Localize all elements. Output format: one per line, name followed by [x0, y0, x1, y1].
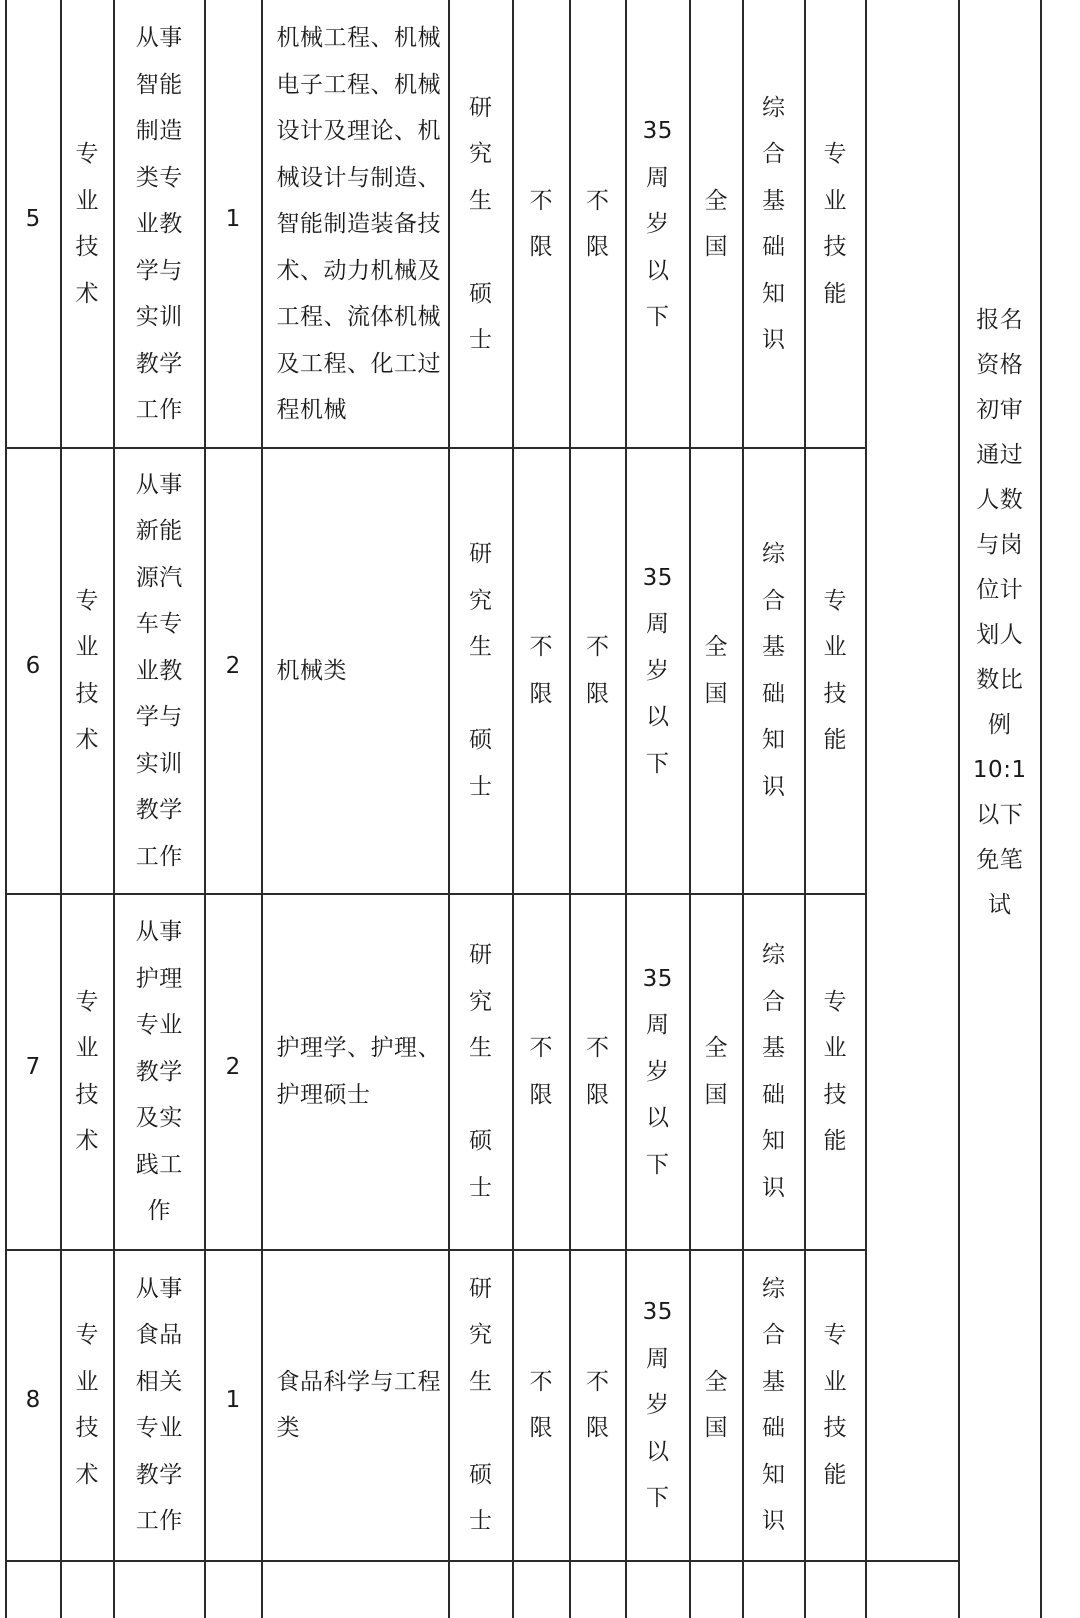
- count-cell-text: 2: [225, 1053, 241, 1080]
- restriction-cell-text: 不 限: [586, 1035, 610, 1108]
- region-cell: [691, 895, 743, 1250]
- count-cell: [206, 895, 262, 1250]
- count-cell: [206, 2, 262, 448]
- education-cell-text: 研 究 生 硕 士: [469, 541, 493, 800]
- region-cell: [691, 2, 743, 448]
- age-cell-text: 35 周 岁 以 下: [642, 564, 673, 777]
- major-cell: [263, 895, 449, 1250]
- exam-subject-cell-text: 综 合 基 础 知 识: [762, 942, 786, 1201]
- number-cell-text: 6: [25, 652, 41, 679]
- exam-subject-cell: [806, 895, 866, 1250]
- category-cell-text: 专 业 技 术: [75, 587, 99, 754]
- restriction-cell-text: 不 限: [586, 634, 610, 707]
- duty-cell: [115, 449, 205, 894]
- number-cell: [7, 1251, 61, 1561]
- restriction-cell-text: 不 限: [529, 187, 553, 261]
- exam-subject-cell: [744, 449, 805, 894]
- number-cell: [7, 449, 61, 894]
- count-cell: [206, 449, 262, 894]
- category-cell-text: 专 业 技 术: [75, 141, 99, 307]
- number-cell: [7, 2, 61, 448]
- restriction-cell: [514, 2, 570, 448]
- restriction-cell: [514, 1251, 570, 1561]
- duty-cell-text: 从事 新能 源汽 车专 业教 学与 实训 教学 工作: [135, 471, 183, 870]
- exam-subject-cell: [806, 1251, 866, 1561]
- region-cell-text: 全 国: [704, 634, 728, 707]
- duty-cell: [115, 2, 205, 448]
- age-cell-text: 35 周 岁 以 下: [642, 118, 673, 330]
- region-cell: [691, 449, 743, 894]
- duty-cell: [115, 895, 205, 1250]
- education-cell-text: 研 究 生 硕 士: [469, 94, 493, 354]
- count-cell: [206, 1251, 262, 1561]
- major-cell-text: 食品科学与工程 类: [276, 1368, 441, 1442]
- count-cell-text: 1: [225, 1387, 241, 1413]
- category-cell-text: 专 业 技 术: [75, 988, 99, 1155]
- duty-cell-text: 从事 食品 相关 专业 教学 工作: [135, 1275, 183, 1535]
- major-cell: [263, 449, 449, 894]
- number-cell-text: 8: [25, 1387, 41, 1413]
- restriction-cell: [514, 895, 570, 1250]
- major-cell-text: 机械类: [276, 657, 347, 684]
- education-cell-text: 研 究 生 硕 士: [469, 942, 493, 1201]
- remarks-cell: [960, 0, 1041, 1618]
- count-cell-text: 1: [225, 206, 241, 232]
- remarks-text: 报名 资格 初审 通过 人数 与岗 位计 划人 数比 例 10:1 以下 免笔 试: [972, 307, 1027, 918]
- table-horizontal-rule: [865, 1560, 958, 1562]
- table-horizontal-rule: [5, 1560, 867, 1562]
- major-cell-text: 护理学、护理、 护理硕士: [276, 1035, 441, 1108]
- region-cell-text: 全 国: [704, 1368, 728, 1442]
- education-cell-text: 研 究 生 硕 士: [469, 1275, 493, 1535]
- education-cell: [450, 2, 513, 448]
- age-cell-text: 35 周 岁 以 下: [642, 1299, 673, 1511]
- region-cell-text: 全 国: [704, 1035, 728, 1108]
- exam-subject-cell: [744, 895, 805, 1250]
- education-cell: [450, 449, 513, 894]
- restriction-cell: [571, 895, 626, 1250]
- region-cell: [691, 1251, 743, 1561]
- education-cell: [450, 1251, 513, 1561]
- number-cell: [7, 895, 61, 1250]
- age-cell: [627, 895, 690, 1250]
- category-cell: [62, 895, 114, 1250]
- category-cell: [62, 1251, 114, 1561]
- duty-cell: [115, 1251, 205, 1561]
- number-cell-text: 7: [25, 1053, 41, 1080]
- duty-cell-text: 从事 护理 专业 教学 及实 践工 作: [135, 919, 183, 1224]
- restriction-cell-text: 不 限: [529, 634, 553, 707]
- restriction-cell-text: 不 限: [586, 1368, 610, 1442]
- exam-subject-cell-text: 综 合 基 础 知 识: [762, 541, 786, 800]
- exam-subject-cell-text: 综 合 基 础 知 识: [762, 1275, 786, 1535]
- exam-subject-cell-text: 综 合 基 础 知 识: [762, 94, 786, 354]
- exam-subject-cell: [806, 449, 866, 894]
- exam-subject-cell: [744, 1251, 805, 1561]
- exam-subject-cell-text: 专 业 技 能: [823, 587, 847, 754]
- education-cell: [450, 895, 513, 1250]
- restriction-cell: [514, 449, 570, 894]
- table-vertical-rule: [865, 0, 867, 1618]
- restriction-cell-text: 不 限: [529, 1035, 553, 1108]
- age-cell-text: 35 周 岁 以 下: [642, 965, 673, 1178]
- exam-subject-cell-text: 专 业 技 能: [823, 988, 847, 1155]
- category-cell: [62, 2, 114, 448]
- duty-cell-text: 从事 智能 制造 类专 业教 学与 实训 教学 工作: [135, 25, 183, 423]
- restriction-cell: [571, 449, 626, 894]
- table-vertical-rule: [1040, 0, 1042, 1618]
- count-cell-text: 2: [225, 652, 241, 679]
- exam-subject-cell-text: 专 业 技 能: [823, 141, 847, 307]
- major-cell-text: 机械工程、机械 电子工程、机械 设计及理论、机 械设计与制造、 智能制造装备技 术、动力机械及 工程、流体机械 及工程、化工过 程机械: [276, 25, 441, 423]
- exam-subject-cell: [806, 2, 866, 448]
- region-cell-text: 全 国: [704, 187, 728, 261]
- age-cell: [627, 449, 690, 894]
- restriction-cell: [571, 2, 626, 448]
- age-cell: [627, 1251, 690, 1561]
- restriction-cell: [571, 1251, 626, 1561]
- major-cell: [263, 1251, 449, 1561]
- number-cell-text: 5: [25, 206, 41, 232]
- age-cell: [627, 2, 690, 448]
- category-cell-text: 专 业 技 术: [75, 1322, 99, 1488]
- exam-subject-cell: [744, 2, 805, 448]
- restriction-cell-text: 不 限: [529, 1368, 553, 1442]
- category-cell: [62, 449, 114, 894]
- restriction-cell-text: 不 限: [586, 187, 610, 261]
- exam-subject-cell-text: 专 业 技 能: [823, 1322, 847, 1488]
- major-cell: [263, 2, 449, 448]
